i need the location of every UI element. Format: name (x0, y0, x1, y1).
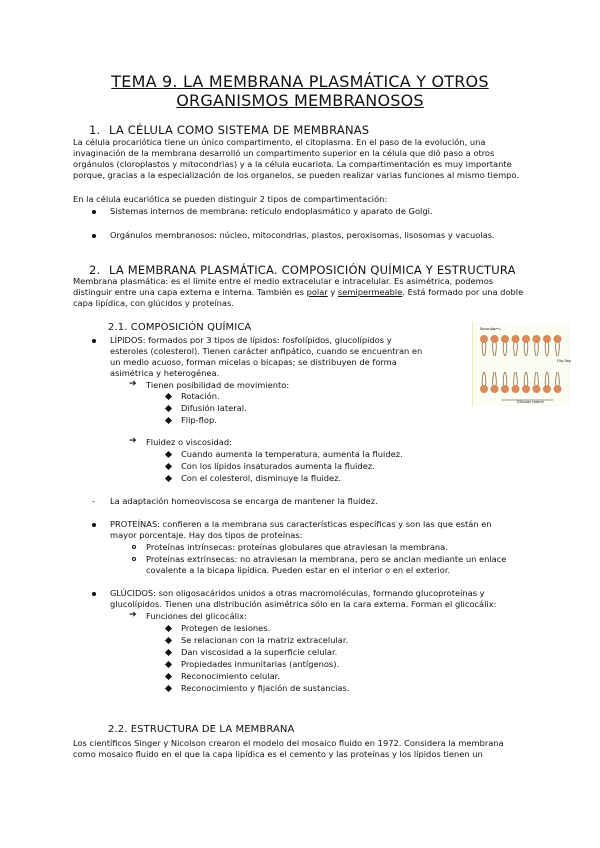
rotation-label: Rotación (480, 327, 496, 331)
flip-flop-label: Flip-flop (557, 359, 571, 363)
lipid-head (480, 335, 488, 343)
document-title-line1: TEMA 9. LA MEMBRANA PLASMÁTICA Y OTROS (111, 72, 489, 91)
section2-paragraph-line (73, 287, 523, 298)
lipid-bilayer-illustration (473, 322, 571, 406)
arrow-icon: ➔ (129, 610, 137, 620)
section2-text: y (327, 287, 338, 297)
funcion-item: Protegen de lesiones. (181, 623, 271, 633)
arrow-icon: ➔ (129, 379, 137, 389)
funcion-item: Dan viscosidad a la superficie celular. (181, 647, 338, 657)
diamond-bullet-icon (165, 417, 172, 424)
lipid-tail (514, 372, 518, 386)
lipid-tail (503, 372, 507, 386)
section1-number: 1. (89, 123, 101, 137)
section2-heading-text: LA MEMBRANA PLASMÁTICA. COMPOSICIÓN QUÍMICA Y ESTRUCTURA (109, 263, 516, 277)
section1-bullet-item: Sistemas internos de membrana: retículo endoplasmático y aparato de Golgi. (110, 206, 433, 216)
lipid-head (512, 385, 520, 393)
lipid-tail (493, 372, 497, 386)
lipidos-line: un medio acuoso, forman micelas o bicapas; se distribuyen de forma (110, 357, 397, 367)
diamond-bullet-icon (165, 625, 172, 632)
lipid-head (491, 385, 499, 393)
lipid-tail (493, 342, 497, 356)
lipid-tail (545, 372, 549, 386)
lipid-head (543, 335, 551, 343)
diamond-bullet-icon (165, 685, 172, 692)
funcion-item: Propiedades inmunitarias (antígenos). (181, 659, 340, 669)
lipid-tail (556, 372, 560, 386)
fluidez-item: Con los lípidos insaturados aumenta la fluidez. (181, 461, 375, 471)
section2-heading (89, 263, 516, 277)
lipidos-line: LÍPIDOS: formados por 3 tipos de lípidos: fosfolípidos, glucolípidos y (110, 335, 392, 345)
fluidez-item: Con el colesterol, disminuye la fluidez. (181, 473, 342, 483)
lipid-tail (556, 342, 560, 356)
fluidez-label: Fluidez o viscosidad: (146, 437, 232, 447)
lipid-head (533, 335, 541, 343)
glucidos-line: glucolípidos. Tienen una distribución asimétrica sólo en la cara externa. Forman el glicocálix: (110, 599, 497, 609)
section1-paragraph-line: porque, gracias a la especialización de los organelos, se pueden realizar varias funciones al mismo tiempo. (73, 170, 520, 180)
section2-text: . Está formado por una doble (402, 287, 524, 297)
bullet-dot (92, 523, 96, 527)
diamond-bullet-icon (165, 637, 172, 644)
estructura-line: como mosaico fluido en el que la capa lipídica es el cemento y las proteínas y los lípidos tienen un (73, 749, 483, 759)
dash-bullet: - (92, 496, 95, 506)
diamond-bullet-icon (165, 451, 172, 458)
estructura-line: Los científicos Singer y Nicolson crearon el modelo del mosaico fluido en 1972. Considera la membrana (73, 738, 504, 748)
lipid-tail (503, 342, 507, 356)
subsection-2-1-heading: 2.1. COMPOSICIÓN QUÍMICA (108, 322, 252, 333)
lipid-head (543, 385, 551, 393)
section1-paragraph-line: orgánulos (cloroplastos y mitocondrias) y a la célula eucariota. La compartimentación es muy importante (73, 159, 512, 169)
section1-paragraph-line: La célula procariótica tiene un único compartimento, el citoplasma. En el paso de la evolución, una (73, 137, 486, 147)
lipid-head (554, 385, 562, 393)
lipid-tail (545, 342, 549, 356)
semipermeable-term: semipermeable (337, 287, 403, 297)
movimiento-item: Rotación. (181, 391, 220, 401)
diamond-bullet-icon (165, 661, 172, 668)
lipid-tail (524, 372, 528, 386)
phospholipid-group (480, 335, 562, 393)
section2-paragraph-line: Membrana plasmática: es el límite entre el medio extracelular e intracelular. Es asimétrica, podemos (73, 276, 494, 286)
bullet-dot (92, 234, 96, 238)
section1-paragraph2: En la célula eucariótica se pueden distinguir 2 tipos de compartimentación: (73, 194, 388, 204)
adaptacion-text: La adaptación homeoviscosa se encarga de mantener la fluidez. (110, 496, 378, 506)
lipid-head (554, 335, 562, 343)
section2-text: distinguir entre una capa externa e interna. También es (73, 287, 307, 297)
lipid-tail (482, 372, 486, 386)
movimiento-item: Flip-flop. (181, 415, 217, 425)
bullet-dot (92, 339, 96, 343)
proteinas-line: PROTEÍNAS: confieren a la membrana sus características específicas y son las que están en (110, 519, 492, 529)
section1-bullet-item: Orgánulos membranosos: núcleo, mitocondrias, plastos, peroxisomas, lisosomas y vacuolas. (110, 230, 495, 240)
lipid-tail (482, 342, 486, 356)
ring-bullet-icon (132, 557, 136, 561)
proteinas-line: mayor porcentaje. Hay dos tipos de proteínas: (110, 530, 303, 540)
glucidos-line: GLÚCIDOS: son oligosacáridos unidos a otras macromoléculas, formando glucoproteínas y (110, 588, 485, 598)
lateral-diffusion-label: Difusión lateral (517, 400, 544, 404)
funcion-item: Reconocimiento y fijación de sustancias. (181, 683, 350, 693)
bullet-dot (92, 592, 96, 596)
document-title-line2: ORGANISMOS MEMBRANOSOS (176, 91, 424, 110)
lipid-head (533, 385, 541, 393)
bullet-dot (92, 210, 96, 214)
lipid-head (501, 335, 509, 343)
lipid-tail (514, 342, 518, 356)
movimiento-item: Difusión lateral. (181, 403, 247, 413)
section2-number: 2. (89, 263, 101, 277)
diamond-bullet-icon (165, 393, 172, 400)
funcion-item: Reconocimiento celular. (181, 671, 280, 681)
lipid-head (512, 335, 520, 343)
lipid-tail (524, 342, 528, 356)
lipid-tail (535, 342, 539, 356)
lipid-head (522, 335, 530, 343)
diamond-bullet-icon (165, 649, 172, 656)
lipid-tail (535, 372, 539, 386)
diamond-bullet-icon (165, 673, 172, 680)
lipid-head (491, 335, 499, 343)
diamond-bullet-icon (165, 475, 172, 482)
arrow-icon: ➔ (129, 436, 137, 446)
movimiento-label: Tienen posibilidad de movimiento: (146, 380, 290, 390)
lipid-head (480, 385, 488, 393)
diamond-bullet-icon (165, 405, 172, 412)
lipid-bilayer-figure (472, 322, 570, 406)
polar-term: polar (306, 287, 328, 297)
proteina-item: covalente a la bicapa lipídica. Pueden estar en el interior o en el exterior. (146, 565, 451, 575)
lipid-head (522, 385, 530, 393)
ring-bullet-icon (132, 545, 136, 549)
proteina-item: Proteínas intrínsecas: proteínas globulares que atraviesan la membrana. (146, 542, 448, 552)
lipid-head (501, 385, 509, 393)
subsection-2-2-heading: 2.2. ESTRUCTURA DE LA MEMBRANA (108, 724, 295, 735)
section1-paragraph-line: invaginación de la membrana desarrolló un compartimento superior en la célula que dió paso a otros (73, 148, 495, 158)
section2-paragraph-line: capa lipídica, con glúcidos y proteínas. (73, 298, 234, 308)
funcion-item: Se relacionan con la matriz extracelular. (181, 635, 349, 645)
diamond-bullet-icon (165, 463, 172, 470)
fluidez-item: Cuando aumenta la temperatura, aumenta la fluidez. (181, 449, 403, 459)
funciones-label: Funciones del glicocálix: (146, 611, 247, 621)
lipidos-line: asimétrica y heterogénea. (110, 368, 220, 378)
proteina-item: Proteínas extrínsecas: no atraviesan la membrana, pero se anclan mediante un enlace (146, 554, 507, 564)
lipidos-line: esteroles (colesterol). Tienen carácter anfipático, cuando se encuentran en (110, 346, 423, 356)
section1-heading-text: LA CÉLULA COMO SISTEMA DE MEMBRANAS (109, 123, 370, 137)
section1-heading (89, 123, 369, 137)
